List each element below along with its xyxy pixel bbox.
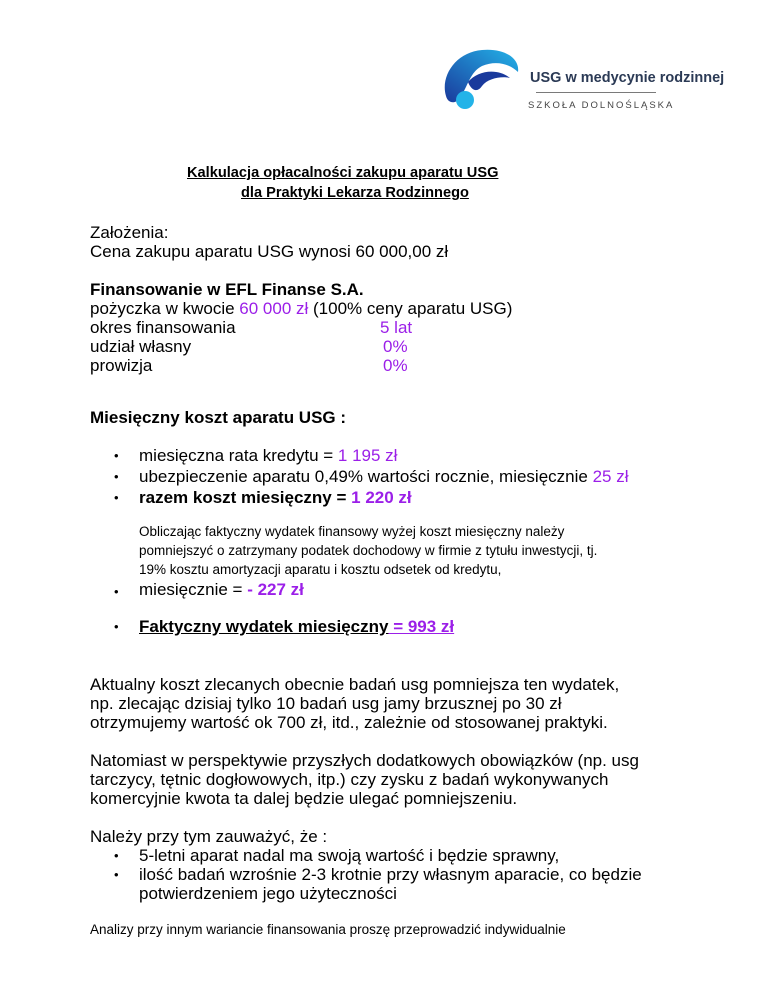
total-line (139, 488, 412, 508)
financing-row-value: 0% (383, 356, 408, 375)
tax-label: miesięcznie = (139, 580, 248, 599)
notes-intro: Należy przy tym zauważyć, że : (90, 827, 328, 846)
insurance-value: 25 zł (592, 467, 629, 486)
rate-label: miesięczna rata kredytu = (139, 446, 338, 465)
footer-note: Analizy przy innym wariancie finansowania proszę przeprowadzić indywidualnie (90, 922, 566, 937)
financing-row-label: okres finansowania (90, 318, 236, 337)
financing-row-value: 0% (383, 337, 408, 356)
notes-bullet2-line1: ilość badań wzrośnie 2-3 krotnie przy własnym aparacie, co będzie (139, 865, 642, 884)
assumptions-label: Założenia: (90, 223, 169, 242)
logo-title: USG w medycynie rodzinnej (530, 70, 725, 86)
bullet-icon: • (114, 584, 119, 599)
tax-value: - 227 zł (247, 580, 304, 599)
rate-value: 1 195 zł (337, 446, 398, 465)
paragraph1-line: np. zlecając dzisiaj tylko 10 badań usg jamy brzusznej po 30 zł (90, 694, 562, 713)
financing-row-value: 5 lat (380, 318, 413, 337)
note-line: pomniejszyć o zatrzymany podatek dochodowy w firmie z tytułu inwestycji, tj. (139, 543, 598, 558)
rate-line (139, 446, 397, 466)
logo-divider (536, 92, 656, 93)
bullet-icon: • (114, 848, 119, 863)
total-value: 1 220 zł (351, 488, 412, 507)
insurance-label: ubezpieczenie aparatu 0,49% wartości rocznie, miesięcznie (139, 467, 593, 486)
financing-row-label: prowizja (90, 356, 153, 375)
total-label: razem koszt miesięczny = (139, 488, 352, 507)
bullet-icon: • (114, 490, 119, 505)
actual-cost-value: = 993 zł (388, 617, 455, 636)
paragraph1-line: Aktualny koszt zlecanych obecnie badań usg pomniejsza ten wydatek, (90, 675, 620, 694)
paragraph2-line: komercyjnie kwota ta dalej będzie ulegać pomniejszeniu. (90, 789, 518, 808)
note-line: 19% kosztu amortyzacji aparatu i kosztu odsetek od kredytu, (139, 562, 502, 577)
document-title-line1: Kalkulacja opłacalności zakupu aparatu USG (187, 165, 499, 181)
financing-title: Finansowanie w EFL Finanse S.A. (90, 280, 364, 299)
tax-line (139, 580, 304, 600)
logo-mark-icon (438, 46, 522, 114)
notes-bullet1: 5-letni aparat nadal ma swoją wartość i będzie sprawny, (139, 846, 560, 865)
monthly-cost-title: Miesięczny koszt aparatu USG : (90, 408, 347, 427)
bullet-icon: • (114, 867, 119, 882)
logo-subtitle: SZKOŁA DOLNOŚLĄSKA (528, 100, 675, 111)
paragraph2-line: tarczycy, tętnic dogłowowych, itp.) czy zysku z badań wykonywanych (90, 770, 609, 789)
note-line: Obliczając faktyczny wydatek finansowy wyżej koszt miesięczny należy (139, 524, 565, 539)
paragraph2-line: Natomiast w perspektywie przyszłych dodatkowych obowiązków (np. usg (90, 751, 639, 770)
assumptions-price: Cena zakupu aparatu USG wynosi 60 000,00 zł (90, 242, 449, 261)
paragraph1-line: otrzymujemy wartość ok 700 zł, itd., zależnie od stosowanej praktyki. (90, 713, 608, 732)
actual-cost-label: Faktyczny wydatek miesięczny (139, 617, 389, 636)
actual-cost-line (139, 617, 454, 637)
notes-bullet2-line2: potwierdzeniem jego użyteczności (139, 884, 397, 903)
bullet-icon: • (114, 448, 119, 463)
financing-loan (90, 299, 512, 319)
insurance-line (139, 467, 629, 487)
bullet-icon: • (114, 469, 119, 484)
document-title-line2: dla Praktyki Lekarza Rodzinnego (241, 185, 469, 201)
financing-row-label: udział własny (90, 337, 192, 356)
loan-suffix: (100% ceny aparatu USG) (308, 299, 513, 318)
loan-amount: 60 000 zł (239, 299, 309, 318)
bullet-icon: • (114, 619, 119, 634)
loan-prefix: pożyczka w kwocie (90, 299, 240, 318)
